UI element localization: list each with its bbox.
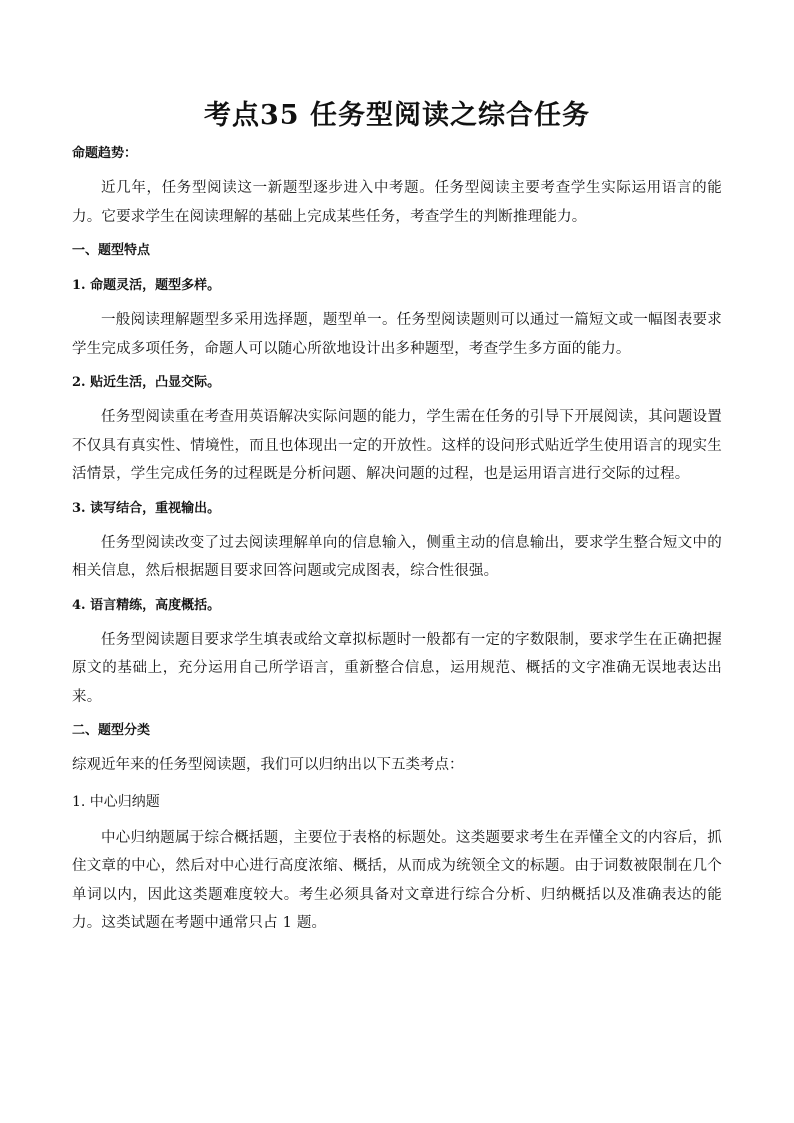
point1-paragraph: 一般阅读理解题型多采用选择题，题型单一。任务型阅读题则可以通过一篇短文或一幅图表要求学生完成多项任务，命题人可以随心所欲地设计出多种题型，考查学生多方面的能力。 xyxy=(72,312,722,357)
page-title: 考点35 任务型阅读之综合任务 xyxy=(204,100,590,131)
section2-intro: 综观近年来的任务型阅读题，我们可以归纳出以下五类考点： xyxy=(72,757,464,773)
document-body xyxy=(72,142,722,938)
section1-heading: 一、题型特点 xyxy=(72,243,151,258)
item1-paragraph: 中心归纳题属于综合概括题，主要位于表格的标题处。这类题要求考生在弄懂全文的内容后，抓住文章的中心，然后对中心进行高度浓缩、概括，从而成为统领全文的标题。由于词数被限制在几个单词以内，因此这类题难度较大。考生必须具备对文章进行综合分析、归纳概括以及准确表达的能力。这类试题在考题中通常只占 1 题。 xyxy=(72,829,722,931)
point3-paragraph: 任务型阅读改变了过去阅读理解单向的信息输入，侧重主动的信息输出，要求学生整合短文中的相关信息，然后根据题目要求回答问题或完成图表，综合性很强。 xyxy=(72,534,722,579)
trend-paragraph: 近几年，任务型阅读这一新题型逐步进入中考题。任务型阅读主要考查学生实际运用语言的能力。它要求学生在阅读理解的基础上完成某些任务，考查学生的判断推理能力。 xyxy=(72,180,722,225)
point2-heading: 2. 贴近生活，凸显交际。 xyxy=(72,375,221,390)
point1-heading: 1. 命题灵活，题型多样。 xyxy=(72,278,221,293)
section2-heading: 二、题型分类 xyxy=(72,723,151,738)
point2-paragraph: 任务型阅读重在考查用英语解决实际问题的能力，学生需在任务的引导下开展阅读，其问题设置不仅具有真实性、情境性，而且也体现出一定的开放性。这样的设问形式贴近学生使用语言的现实生活情景，学生完成任务的过程既是分析问题、解决问题的过程，也是运用语言进行交际的过程。 xyxy=(72,409,722,482)
trend-label: 命题趋势： xyxy=(72,146,138,161)
point4-paragraph: 任务型阅读题目要求学生填表或给文章拟标题时一般都有一定的字数限制，要求学生在正确把握原文的基础上，充分运用自己所学语言，重新整合信息，运用规范、概括的文字准确无误地表达出来。 xyxy=(72,631,722,705)
point4-heading: 4. 语言精练，高度概括。 xyxy=(72,597,221,613)
item1-heading: 1. 中心归纳题 xyxy=(72,793,160,810)
point3-heading: 3. 读写结合，重视输出。 xyxy=(72,500,221,516)
